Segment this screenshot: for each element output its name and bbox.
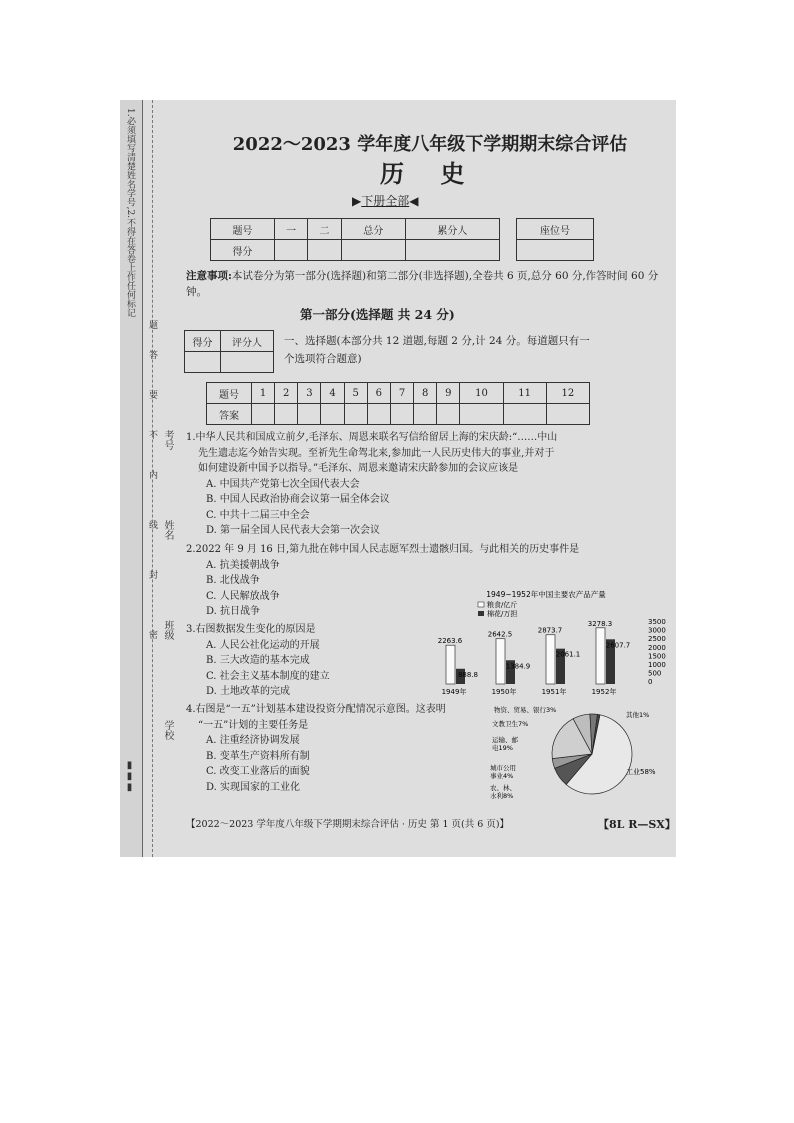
notice [186, 268, 670, 300]
answer-number-cell: 10 [460, 383, 503, 404]
score-header-cell: 题号 [211, 219, 275, 240]
answer-cell[interactable] [252, 404, 275, 425]
answer-number-cell: 5 [344, 383, 367, 404]
answer-cell[interactable] [390, 404, 413, 425]
legend-swatch-grain [478, 602, 484, 607]
score-table [210, 218, 500, 261]
answer-cell[interactable] [437, 404, 460, 425]
answer-cell[interactable] [367, 404, 390, 425]
answer-row-label: 答案 [207, 404, 252, 425]
answer-number-cell: 7 [390, 383, 413, 404]
seal-word: 要 [147, 390, 157, 399]
answer-number-cell: 2 [275, 383, 298, 404]
bar-value-label: 2642.5 [487, 630, 513, 639]
bar-grain [596, 628, 605, 684]
score-cell[interactable] [308, 240, 341, 261]
pie-label-transport [492, 735, 519, 752]
bar-grain [546, 635, 555, 684]
answer-number-cell: 9 [437, 383, 460, 404]
score-cell[interactable] [341, 240, 405, 261]
exam-paper [120, 100, 676, 857]
answer-number-cell: 4 [321, 383, 344, 404]
option-c[interactable]: C. 社会主义基本制度的建立 [206, 670, 330, 682]
x-tick-label: 1951年 [541, 688, 567, 696]
pie-label-urban: 事业4% [490, 772, 514, 780]
triangle-right-icon: ▶ [352, 194, 362, 208]
bar-value-label: 2061.1 [555, 650, 581, 659]
answer-cell[interactable] [344, 404, 367, 425]
investment-pie-chart [480, 704, 670, 814]
option-d[interactable]: D. 土地改革的完成 [206, 686, 291, 697]
chart-title: 1949~1952年中国主要农产品产量 [486, 590, 606, 599]
option-b[interactable]: B. 北伐战争 [206, 575, 260, 586]
exam-title: 2022～2023 学年度八年级下学期期末综合评估 [232, 134, 628, 155]
answer-cell[interactable] [414, 404, 437, 425]
class-label: 班级 [162, 620, 173, 640]
option-d[interactable]: D. 第一届全国人民代表大会第一次会议 [206, 525, 381, 536]
triangle-left-icon: ◀ [409, 194, 419, 208]
answer-cell[interactable] [460, 404, 503, 425]
pie-label-other: 其他1% [626, 711, 650, 719]
school-label: 学校 [162, 720, 173, 740]
question-stem: “一五”计划的主要任务是 [198, 719, 309, 731]
answer-cell[interactable] [298, 404, 321, 425]
barcode-mark: ▮▮▮ [124, 760, 135, 793]
bar-grain [446, 645, 455, 684]
score-row-label: 得分 [211, 240, 275, 261]
answer-table [206, 382, 590, 425]
legend-label: 棉花/万担 [487, 610, 518, 618]
bar-value-label: 3278.3 [587, 619, 613, 628]
strip-note: 1.必须填写清楚姓名学号,2.不得在答卷上作任何标记 [125, 108, 135, 318]
grader-name-label: 评分人 [220, 331, 273, 352]
seal-word: 答 [147, 350, 157, 359]
scope-label: 下册全部 [361, 194, 410, 208]
seat-table [516, 218, 594, 261]
question-stem: 2.2022 年 9 月 16 日,第九批在韩中国人民志愿军烈士遗骸归国。与此相关的历史事件是 [186, 544, 580, 555]
seal-word: 封 [147, 570, 157, 579]
y-tick-label: 3000 [648, 626, 666, 635]
pie-label-transport: 电19% [492, 744, 513, 752]
x-tick-label: 1952年 [591, 688, 617, 696]
bars-group [438, 620, 631, 696]
question-stem: 3.右图数据发生变化的原因是 [186, 624, 316, 635]
crop-output-chart [436, 588, 672, 698]
y-tick-label: 3500 [648, 618, 666, 626]
section-instruction [284, 332, 624, 368]
y-tick-label: 1500 [648, 652, 666, 661]
grader-table [184, 330, 274, 373]
bar-value-label: 2873.7 [537, 626, 563, 635]
y-tick-label: 2000 [648, 643, 666, 652]
question-1 [186, 430, 666, 539]
grader-cell[interactable] [185, 352, 221, 373]
answer-number-cell: 12 [546, 383, 589, 404]
pie-group [552, 714, 632, 794]
answer-row-label: 题号 [207, 383, 252, 404]
pie-label-industry: 工业58% [626, 768, 656, 776]
bar-value-label: 2607.7 [605, 641, 631, 650]
x-tick-label: 1950年 [491, 688, 517, 696]
question-stem: 先生遗志迄今始告实现。至祈先生命驾北来,参加此一人民历史伟大的事业,并对于 [198, 447, 555, 459]
answer-number-cell: 1 [252, 383, 275, 404]
answer-cell[interactable] [546, 404, 589, 425]
answer-cell[interactable] [503, 404, 546, 425]
paper-code: 【8L R—SX】 [598, 818, 676, 831]
bar-value-label: 1384.9 [505, 662, 531, 671]
grader-score-label: 得分 [185, 331, 221, 352]
binding-strip [120, 100, 143, 857]
y-tick-label: 2500 [648, 635, 666, 644]
answer-number-cell: 11 [503, 383, 546, 404]
notice-label: 注意事项: [186, 270, 232, 282]
instruction-line: 个选项符合题意) [284, 353, 362, 365]
page-footer: 【2022～2023 学年度八年级下学期期末综合评估 · 历史 第 1 页(共 6 页)】 [186, 819, 510, 830]
bar-grain [496, 639, 505, 684]
part1-heading: 第一部分(选择题 共 24 分) [300, 307, 455, 322]
seal-word: 题 [147, 320, 157, 329]
seal-word: 线 [147, 520, 157, 529]
notice-text: 本试卷分为第一部分(选择题)和第二部分(非选择题),全卷共 6 页,总分 60 分,作答时间 60 分钟。 [186, 270, 659, 298]
option-a[interactable]: A. 中国共产党第七次全国代表大会 [206, 478, 360, 490]
grader-cell[interactable] [220, 352, 273, 373]
answer-cell[interactable] [321, 404, 344, 425]
instruction-line: 一、选择题(本部分共 12 道题,每题 2 分,计 24 分。每道题只有一 [284, 335, 590, 347]
question-stem: 如何建设新中国予以指导。”毛泽东、周恩来邀请宋庆龄参加的会议应该是 [198, 463, 519, 474]
y-tick-label: 1000 [648, 661, 666, 669]
option-c[interactable]: C. 人民解放战争 [206, 590, 280, 602]
answer-cell[interactable] [275, 404, 298, 425]
legend-label: 粮食/亿斤 [487, 601, 518, 609]
name-label: 姓名 [162, 520, 173, 540]
score-header-cell: 总分 [341, 219, 405, 240]
option-a[interactable]: A. 抗美援朝战争 [206, 559, 280, 571]
answer-number-cell: 8 [414, 383, 437, 404]
question-4 [186, 702, 486, 795]
question-stem: 1.中华人民共和国成立前夕,毛泽东、周恩来联名写信给留居上海的宋庆龄:“……中山 [186, 432, 558, 443]
answer-number-cell: 6 [367, 383, 390, 404]
pie-label-urban: 城市公用 [490, 764, 516, 772]
option-b[interactable]: B. 变革生产资料所有制 [206, 750, 310, 762]
option-b[interactable]: B. 三大改造的基本完成 [206, 655, 310, 666]
option-d[interactable]: D. 实现国家的工业化 [206, 781, 301, 793]
option-c[interactable]: C. 中共十二届三中全会 [206, 509, 310, 521]
pie-label-agri: 水利8% [490, 792, 514, 800]
score-header-cell: 累分人 [405, 219, 499, 240]
score-cell[interactable] [405, 240, 499, 261]
pie-label-agri: 农、林、 [490, 784, 516, 792]
pie-label-agri [490, 783, 516, 800]
option-b[interactable]: B. 中国人民政治协商会议第一届全体会议 [206, 494, 390, 505]
subject-title: 历 史 [380, 159, 479, 188]
x-tick-label: 1949年 [441, 688, 467, 696]
option-a[interactable]: A. 人民公社化运动的开展 [206, 639, 320, 651]
exam-no-label: 考号 [162, 430, 173, 450]
score-header-cell: 二 [308, 219, 341, 240]
y-tick-label: 500 [648, 669, 662, 678]
score-cell[interactable] [274, 240, 307, 261]
pie-label-education: 文教卫生7% [492, 720, 529, 728]
bar-value-label: 888.8 [457, 670, 479, 679]
y-axis-ticks [648, 618, 666, 686]
y-tick-label: 0 [648, 678, 653, 687]
seal-word: 密 [147, 630, 157, 639]
seal-word: 不 [147, 430, 157, 439]
pie-label-urban [490, 763, 516, 780]
option-d[interactable]: D. 抗日战争 [206, 606, 261, 617]
question-stem: 4.右图是“一五”计划基本建设投资分配情况示意图。这表明 [186, 704, 446, 715]
option-a[interactable]: A. 注重经济协调发展 [206, 735, 300, 746]
scope-banner [352, 192, 418, 209]
score-header-cell: 一 [274, 219, 307, 240]
pie-label-transport: 运输、邮 [492, 736, 518, 744]
seat-cell[interactable] [517, 240, 594, 261]
seat-label: 座位号 [517, 219, 594, 240]
pie-label-trade: 物资、贸易、银行3% [494, 706, 557, 714]
seal-word: 内 [147, 470, 157, 479]
legend-swatch-cotton [478, 611, 484, 616]
bar-value-label: 2263.6 [437, 637, 463, 646]
answer-number-cell: 3 [298, 383, 321, 404]
option-c[interactable]: C. 改变工业落后的面貌 [206, 766, 310, 777]
